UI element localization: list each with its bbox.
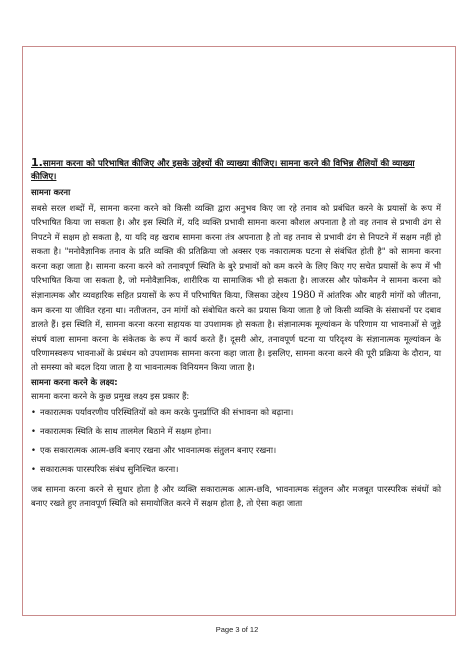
year-number: 1980 xyxy=(291,287,316,302)
goal-text: नकारात्मक स्थिति के साथ तालमेल बिठाने में सक्षम होना। xyxy=(39,425,212,436)
question-number: 1. xyxy=(31,156,43,169)
question-heading xyxy=(31,156,441,184)
section-heading: सामना करना xyxy=(31,187,71,197)
goal-text: एक सकारात्मक आत्म-छवि बनाए रखना और भावनात्मक संतुलन बनाए रखना। xyxy=(39,444,277,455)
bullet-icon: • xyxy=(31,463,36,474)
paragraph-part-1: सबसे सरल शब्दों में, सामना करना करने को किसी व्यक्ति द्वारा अनुभव किए जा रहे तनाव को प्रबंधित करने के प्रयासों के रूप में परिभाषित किया जा सकता है। और इस स्थिति में, यदि व्यक्ति प्रभावी सामना करना कौशल अपनाता है तो वह तनाव से प्रभावी ढंग से निपटने में सक्षम हो सकता है, या यदि वह खराब सामना करना तंत्र अपनाता है तो वह तनाव से प्रभावी ढंग से निपटने में सक्षम नहीं हो सकता है। "मनोवैज्ञानिक तनाव के प्रति व्यक्ति की प्रतिक्रिया जो अक्सर एक नकारात्मक घटना से संबंधित होती है" को सामना करना करना कहा जाता है। सामना करना करने को तनावपूर्ण स्थिति के बुरे प्रभावों को कम करने के लिए किए गए सचेत प्रयासों के रूप में भी परिभाषित किया जा सकता है, जो मनोवैज्ञानिक, शारीरिक या सामाजिक भी हो सकता है। लाजरस और फोकमैन ने सामना करना को संज्ञानात्मक और व्यवहारिक सहित प्रयासों के रूप में परिभाषित किया, जिसका उद्देश्य xyxy=(31,203,441,301)
paragraph-part-2: में आंतरिक और बाहरी मांगों को जीतना, कम करना या जीवित रहना था। नतीजतन, उन मांगों को संबोधित करने का प्रयास किया जाता है जो किसी व्यक्ति के संसाधनों पर दबाव डालते हैं। इस स्थिति में, सामना करना करना सहायक या उपशामक हो सकता है। संज्ञानात्मक मूल्यांकन के परिणाम या भावनाओं से जुड़े संघर्ष वाला सामना करना के संकेतक के रूप में कार्य करते हैं। दूसरी ओर, तनावपूर्ण घटना या परिदृश्य के संज्ञानात्मक मूल्यांकन के परिणामस्वरूप भावनाओं के प्रबंधन को उपशामक सामना करना कहा जाता है। इसलिए, सामना करना करने की पूरी प्रक्रिया के दौरान, या तो समस्या को बदल दिया जाता है या भावनात्मक विनियमन किया जाता है। xyxy=(31,290,441,373)
bullet-icon: • xyxy=(31,444,36,455)
body-paragraph xyxy=(31,201,441,375)
goals-intro: सामना करना करने के कुछ प्रमुख लक्ष्य इस प्रकार हैं: xyxy=(31,391,190,402)
bullet-icon: • xyxy=(31,406,36,417)
document-body xyxy=(31,156,441,511)
list-item xyxy=(31,425,441,438)
question-text: सामना करना को परिभाषित कीजिए और इसके उद्देश्यों की व्याख्या कीजिए। सामना करने की विभिन्न शैलियों की व्याख्या कीजिए। xyxy=(31,159,415,182)
list-item xyxy=(31,444,441,457)
goals-list xyxy=(31,406,441,476)
goals-heading: सामना करना करने के लक्ष्य: xyxy=(31,376,118,387)
list-item xyxy=(31,406,441,419)
bullet-icon: • xyxy=(31,425,36,436)
goal-text: सकारात्मक पारस्परिक संबंध सुनिश्चित करना। xyxy=(39,463,179,474)
closing-paragraph: जब सामना करना करने से सुधार होता है और व्यक्ति सकारात्मक आत्म-छवि, भावनात्मक संतुलन और मजबूत पारस्परिक संबंधों को बनाए रखते हुए तनावपूर्ण स्थिति को समायोजित करने में सक्षम होता है, तो ऐसा कहा जाता xyxy=(31,483,441,509)
list-item xyxy=(31,463,441,476)
page-number: Page 3 of 12 xyxy=(215,625,259,634)
goal-text: नकारात्मक पर्यावरणीय परिस्थितियों को कम करके पुनर्प्राप्ति की संभावना को बढ़ाना। xyxy=(39,406,294,417)
